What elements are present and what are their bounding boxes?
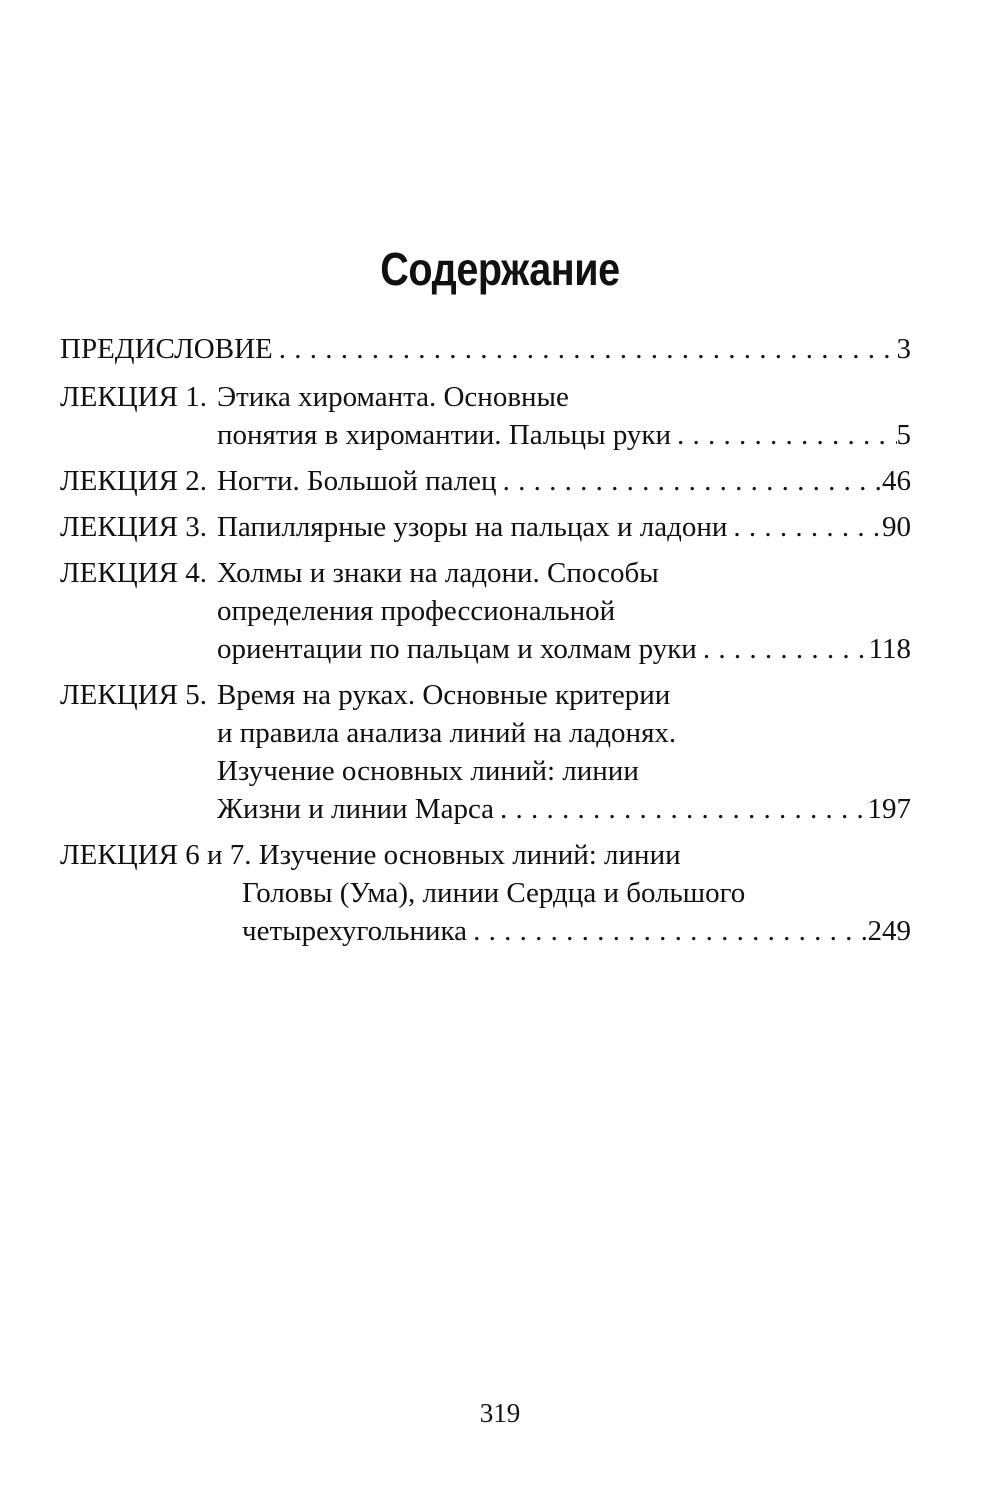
toc-leader-dots — [494, 790, 867, 828]
toc-page-number: 46 — [882, 465, 911, 497]
toc-entry-line: понятия в хиромантии. Пальцы руки — [216, 419, 672, 451]
toc-entry-line: и правила анализа линий на ладонях. — [216, 717, 677, 749]
toc-entry-line: определения профессиональной — [216, 595, 616, 627]
toc-entry-lecture-6-7 — [60, 836, 911, 950]
toc-entry-label: ЛЕКЦИЯ 2. — [60, 465, 207, 497]
toc-page-number: 249 — [867, 915, 911, 947]
toc-page-number: 5 — [896, 419, 911, 451]
toc-entry-line: Изучение основных линий: линии — [216, 755, 639, 787]
toc-entry-label: ЛЕКЦИЯ 1. — [60, 381, 207, 413]
toc-entry-line: Головы (Ума), линии Сердца и большого — [242, 877, 746, 909]
toc-leader-dots — [671, 416, 896, 454]
toc-entry-lecture-2 — [60, 462, 911, 500]
toc-entry-preface — [60, 330, 911, 368]
page-footer-number: 319 — [479, 1398, 521, 1428]
toc-page-number: 90 — [882, 511, 911, 543]
toc-entry-lecture-3 — [60, 508, 911, 546]
toc-entry-line: Холмы и знаки на ладони. Способы — [216, 557, 659, 589]
toc-entry-line: Папиллярные узоры на пальцах и ладони — [216, 511, 728, 543]
toc-leader-dots — [467, 912, 867, 950]
table-of-contents — [60, 330, 911, 958]
toc-entry-label: ЛЕКЦИЯ 5. — [60, 679, 207, 711]
toc-entry-lecture-4 — [60, 554, 911, 668]
toc-entry-line: ориентации по пальцам и холмам руки — [216, 633, 697, 665]
toc-entry-label: ПРЕДИСЛОВИЕ — [60, 333, 273, 365]
toc-entry-label: ЛЕКЦИЯ 6 и 7. — [60, 839, 252, 871]
toc-leader-dots — [727, 508, 882, 546]
toc-entry-lecture-1 — [60, 378, 911, 454]
toc-entry-line: Время на руках. Основные критерии — [216, 679, 671, 711]
toc-entry-line: четырехугольника — [242, 915, 468, 947]
toc-entry-lecture-5 — [60, 676, 911, 828]
toc-page-number: 197 — [867, 793, 911, 825]
toc-entry-line: Изучение основных линий: линии — [258, 839, 681, 871]
toc-leader-dots — [697, 630, 869, 668]
toc-entry-label: ЛЕКЦИЯ 4. — [60, 557, 207, 589]
toc-page-number: 118 — [868, 633, 911, 665]
page-title: Содержание — [380, 243, 620, 295]
toc-entry-line: Жизни и линии Марса — [216, 793, 495, 825]
toc-entry-label: ЛЕКЦИЯ 3. — [60, 511, 207, 543]
toc-leader-dots — [273, 330, 897, 368]
toc-entry-line: Этика хироманта. Основные — [216, 381, 569, 413]
toc-leader-dots — [497, 462, 882, 500]
toc-page-number: 3 — [896, 333, 911, 365]
toc-entry-line: Ногти. Большой палец — [216, 465, 497, 497]
